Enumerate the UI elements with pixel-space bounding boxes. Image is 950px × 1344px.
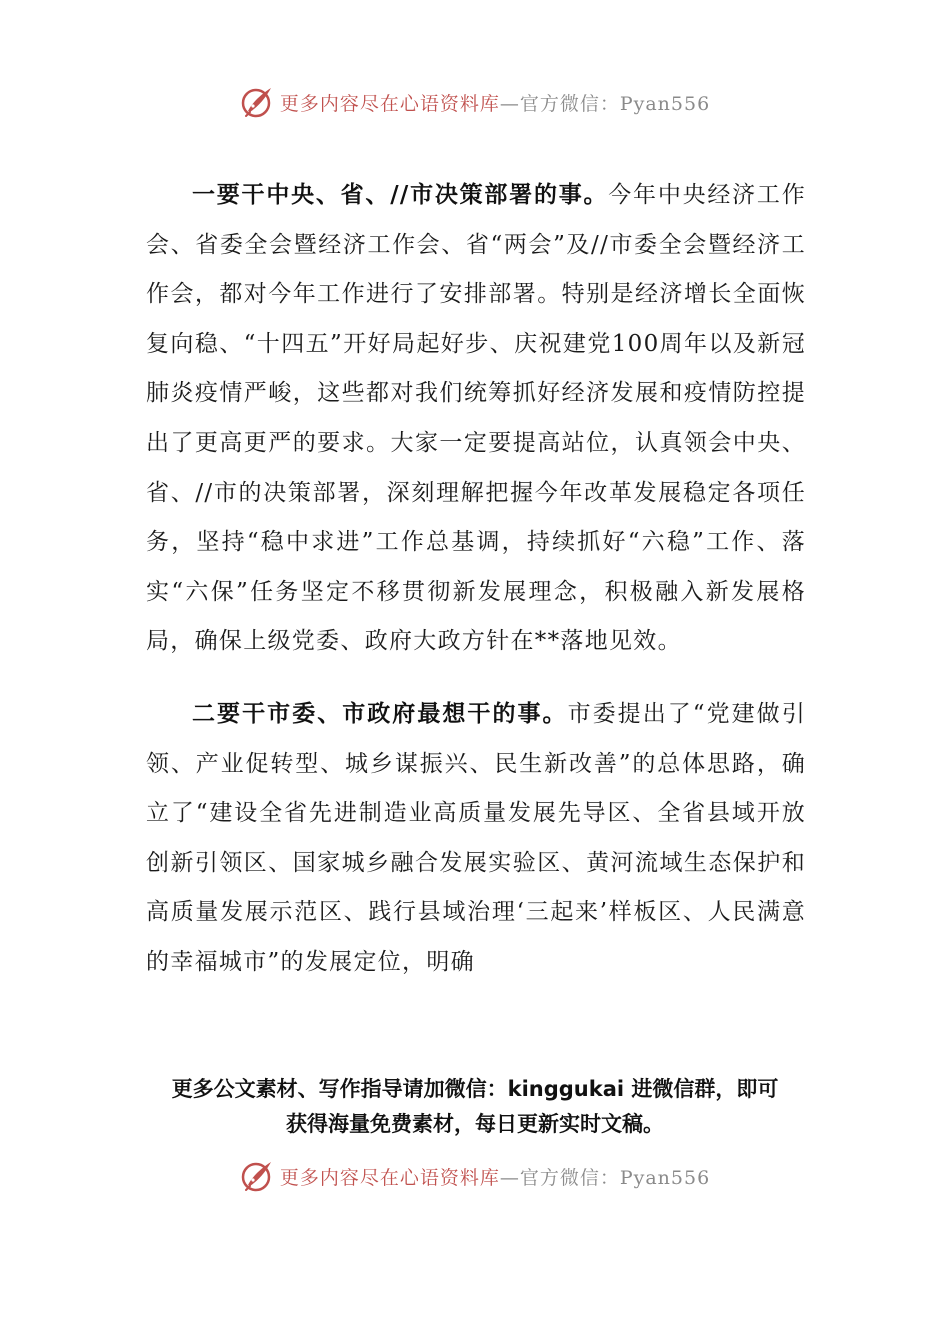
watermark-text-secondary: —官方微信：Pyan556 (499, 92, 711, 115)
watermark-text (280, 1163, 710, 1190)
watermark-text-secondary: —官方微信：Pyan556 (499, 1166, 711, 1189)
paragraph-2-body: 市委提出了“党建做引领、产业促转型、城乡谋振兴、民生新改善”的总体思路，确立了“建设全省先进制造业高质量发展先导区、全省县域开放创新引领区、国家城乡融合发展实验区、黄河流域生态保护和高质量发展示范区、践行县域治理‘三起来’样板区、人民满意的幸福城市”的发展定位，明确 (146, 700, 807, 975)
watermark-content (240, 85, 710, 119)
promo-notice (120, 1072, 830, 1142)
promo-line-2: 获得海量免费素材，每日更新实时文稿。 (286, 1112, 664, 1136)
promo-line-1: 更多公文素材、写作指导请加微信：kinggukai 进微信群，即可 (171, 1077, 779, 1101)
paragraph-1-body: 今年中央经济工作会、省委全会暨经济工作会、省“两会”及//市委全会暨经济工作会，都对今年工作进行了安排部署。特别是经济增长全面恢复向稳、“十四五”开好局起好步、庆祝建党100周年以及新冠肺炎疫情严峻，这些都对我们统筹抓好经济发展和疫情防控提出了更高更严的要求。大家一定要提高站位，认真领会中央、省、//市的决策部署，深刻理解把握今年改革发展稳定各项任务，坚持“稳中求进”工作总基调，持续抓好“六稳”工作、落实“六保”任务坚定不移贯彻新发展理念，积极融入新发展格局，确保上级党委、政府大政方针在**落地见效。 (146, 182, 807, 655)
quill-pen-logo-icon (240, 1159, 274, 1193)
watermark-text-main: 更多内容尽在心语资料库 (279, 92, 500, 115)
paragraph-1-lead: 一要干中央、省、//市决策部署的事。 (192, 181, 609, 208)
paragraph-2-lead: 二要干市委、市政府最想干的事。 (192, 699, 568, 727)
quill-pen-logo-icon (240, 85, 274, 119)
watermark-banner-bottom (0, 1156, 950, 1196)
watermark-text-main: 更多内容尽在心语资料库 (279, 1166, 500, 1189)
article-body (146, 170, 806, 1010)
watermark-content (240, 1159, 710, 1193)
watermark-banner-top (0, 82, 950, 122)
paragraph-2 (146, 689, 806, 988)
paragraph-1 (146, 170, 806, 667)
watermark-text (280, 89, 710, 116)
